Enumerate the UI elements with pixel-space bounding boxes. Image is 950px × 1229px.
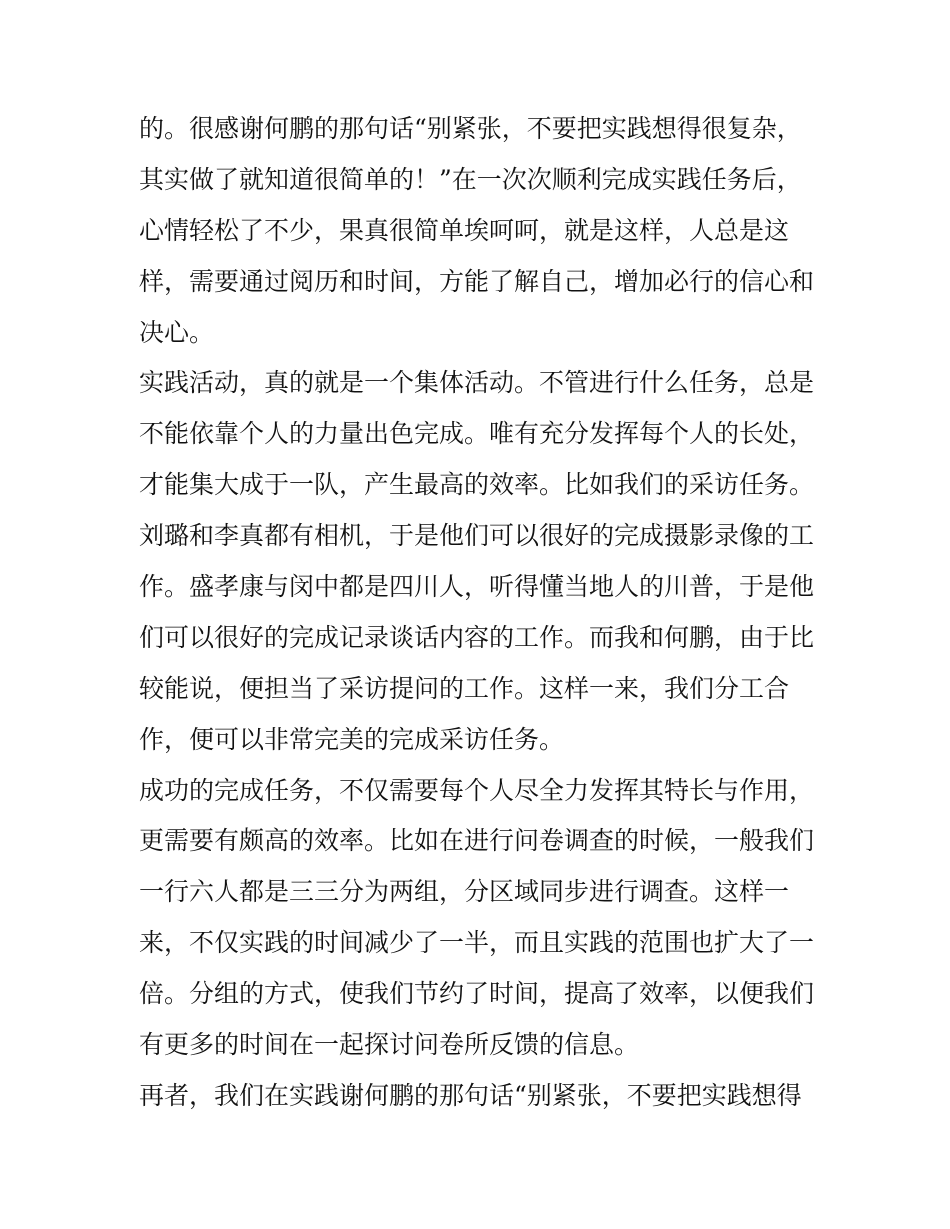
text-line: 们可以很好的完成记录谈话内容的工作。而我和何鹏，由于比 (139, 622, 815, 652)
text-line: 作。盛孝康与闵中都是四川人，听得懂当地人的川普，于是他 (139, 572, 815, 602)
text-line: 成功的完成任务，不仅需要每个人尽全力发挥其特长与作用， (139, 775, 815, 805)
text-line: 再者，我们在实践谢何鹏的那句话“别紧张，不要把实践想得 (139, 1080, 802, 1110)
text-line: 其实做了就知道很简单的！”在一次次顺利完成实践任务后， (139, 164, 802, 194)
text-line: 不能依靠个人的力量出色完成。唯有充分发挥每个人的长处， (139, 419, 815, 449)
text-line: 较能说，便担当了采访提问的工作。这样一来，我们分工合 (139, 673, 790, 703)
text-line: 作，便可以非常完美的完成采访任务。 (139, 724, 565, 754)
text-line: 来，不仅实践的时间减少了一半，而且实践的范围也扩大了一 (139, 928, 815, 958)
text-line: 刘璐和李真都有相机，于是他们可以很好的完成摄影录像的工 (139, 521, 815, 551)
text-line: 才能集大成于一队，产生最高的效率。比如我们的采访任务。 (139, 470, 815, 500)
text-line: 的。很感谢何鹏的那句话“别紧张，不要把实践想得很复杂， (139, 114, 802, 143)
text-line: 决心。 (139, 317, 215, 347)
text-line: 样，需要通过阅历和时间，方能了解自己，增加必行的信心和 (139, 266, 815, 296)
text-line: 有更多的时间在一起探讨问卷所反馈的信息。 (139, 1030, 640, 1060)
text-line: 更需要有颇高的效率。比如在进行问卷调查的时候，一般我们 (139, 826, 815, 856)
text-line: 心情轻松了不少，果真很简单埃呵呵，就是这样，人总是这 (139, 215, 790, 245)
text-line: 一行六人都是三三分为两组，分区域同步进行调查。这样一 (139, 877, 790, 907)
text-line: 倍。分组的方式，使我们节约了时间，提高了效率，以便我们 (139, 979, 815, 1009)
document-body (139, 104, 819, 1122)
text-line: 实践活动，真的就是一个集体活动。不管进行什么任务，总是 (139, 368, 815, 398)
